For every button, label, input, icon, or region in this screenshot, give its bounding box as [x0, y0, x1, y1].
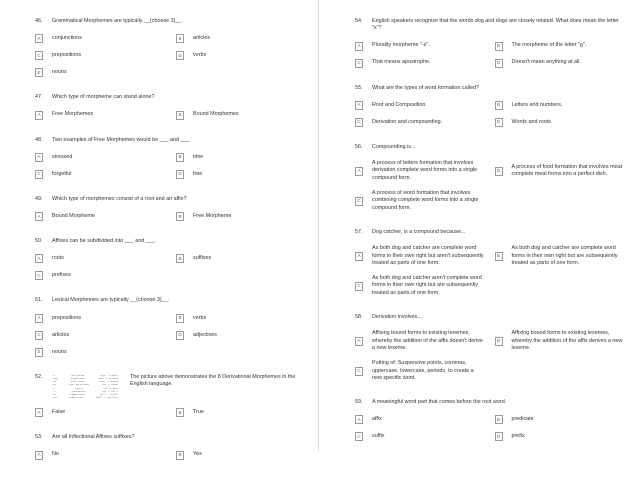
answer-option-46-a[interactable]: [35, 34, 166, 43]
option-letter-box[interactable]: A: [35, 111, 43, 120]
option-letter-box[interactable]: A: [35, 153, 43, 162]
option-letter-box[interactable]: D: [495, 59, 503, 68]
table-cell: small -> smallest: [95, 396, 118, 400]
option-letter-box[interactable]: C: [355, 59, 363, 68]
question-text: The picture above demonstrates the 8 Derivational Morphemes in the English language.: [130, 373, 296, 388]
table-cell: superlative: [69, 396, 84, 400]
table-cell: comparative: [70, 392, 85, 396]
options-54: [355, 42, 624, 76]
right-question-column: [355, 18, 624, 458]
left-question-column: [35, 18, 307, 477]
table-cell: plural: [75, 386, 84, 390]
option-letter-box[interactable]: C: [355, 367, 363, 376]
option-letter-box[interactable]: A: [355, 337, 363, 346]
answer-option-56-c[interactable]: [355, 190, 485, 212]
answer-option-55-a[interactable]: [355, 101, 485, 110]
answer-option-48-d[interactable]: [176, 170, 307, 179]
option-letter-box[interactable]: B: [176, 34, 184, 43]
answer-option-56-a[interactable]: [355, 160, 485, 182]
question-59: [355, 399, 624, 406]
answer-option-51-e[interactable]: [35, 348, 166, 357]
option-text: articles: [193, 35, 211, 42]
answer-option-54-b[interactable]: [495, 42, 625, 51]
options-51: [35, 314, 307, 365]
options-47: [35, 111, 307, 128]
options-58: [355, 330, 624, 390]
option-text: forgetful: [52, 170, 72, 177]
question-number: 57.: [355, 228, 363, 235]
question-number: 56.: [355, 143, 363, 150]
answer-option-55-b[interactable]: [495, 101, 625, 110]
question-56: [355, 144, 624, 151]
table-cell: tall -> taller: [99, 392, 118, 396]
question-51: [35, 297, 307, 304]
answer-option-46-d[interactable]: [176, 51, 307, 60]
answer-option-59-c[interactable]: [355, 432, 485, 441]
question-text: Derivation involves...: [372, 314, 422, 321]
option-letter-box[interactable]: D: [176, 331, 184, 340]
answer-option-54-a[interactable]: [355, 42, 485, 51]
question-54: [355, 18, 624, 33]
option-text: A process of letters formation that involves derivation complete word forms into a single compound form.: [372, 160, 478, 181]
question-text: Lexical Morphemes are typically __(choose 3)__.: [52, 297, 170, 304]
table-cell: cat -> cat's: [102, 389, 118, 393]
option-text: prepositions: [52, 52, 82, 59]
answer-option-58-a[interactable]: [355, 330, 485, 352]
inflectional-morpheme-table-image: [52, 374, 118, 400]
option-text: prefixes: [52, 272, 71, 279]
answer-option-48-b[interactable]: [176, 153, 307, 162]
option-text: Affixing bound forms to existing lexemes, whereby the addition of the affix doesn't derive a new lexeme.: [372, 330, 483, 351]
question-text: English speakers recognize that the words dog and dogs are closely related. What does mean the letter "s"?: [372, 18, 619, 32]
table-cell: -est: [52, 396, 58, 400]
options-53: [35, 451, 307, 468]
options-48: [35, 153, 307, 187]
option-text: Letters and numbers.: [511, 101, 563, 108]
option-letter-box[interactable]: A: [35, 34, 43, 43]
answer-option-52-a[interactable]: [35, 408, 166, 417]
option-letter-box[interactable]: E: [35, 68, 43, 77]
option-text: Plurality morpheme "-s".: [372, 42, 430, 49]
question-number: 58.: [355, 314, 363, 321]
option-text: nouns: [52, 348, 67, 355]
question-number: 52.: [35, 373, 43, 380]
question-55: [355, 85, 624, 92]
option-letter-box[interactable]: A: [35, 254, 43, 263]
answer-option-58-c[interactable]: [355, 360, 485, 382]
table-cell: progressive: [70, 376, 85, 380]
option-text: No: [52, 451, 59, 458]
table-cell: -ing: [52, 376, 58, 380]
table-row: [52, 396, 118, 399]
question-number: 49.: [35, 195, 43, 202]
question-text: Compounding is...: [372, 143, 416, 150]
answer-option-59-b[interactable]: [495, 415, 625, 424]
answer-option-56-b[interactable]: [495, 160, 625, 182]
question-number: 46.: [35, 18, 43, 24]
question-number: 48.: [35, 136, 43, 143]
table-cell: -s: [52, 373, 55, 377]
option-text: Doesn't mean anything at all.: [511, 59, 581, 66]
option-text: suffix: [372, 433, 385, 440]
answer-option-47-a[interactable]: [35, 111, 166, 120]
answer-option-47-b[interactable]: [176, 111, 307, 120]
question-48: [35, 137, 307, 144]
option-letter-box[interactable]: B: [176, 451, 184, 460]
question-text: What are the types of word formation called?: [372, 84, 479, 91]
option-letter-box[interactable]: C: [355, 282, 363, 291]
option-text: conjunctions: [52, 35, 82, 42]
option-text: nouns: [52, 69, 67, 76]
answer-option-57-a[interactable]: [355, 245, 485, 267]
option-text: A process of word formation that involves combining complete word forms into a single compound form.: [372, 190, 479, 211]
answer-option-49-a[interactable]: [35, 212, 166, 221]
option-letter-box[interactable]: D: [495, 118, 503, 127]
answer-option-49-b[interactable]: [176, 212, 307, 221]
question-53: [35, 434, 307, 441]
option-letter-box[interactable]: A: [355, 101, 363, 110]
table-cell: -en: [52, 383, 56, 387]
option-letter-box[interactable]: C: [35, 170, 43, 179]
table-cell: -ed: [52, 380, 56, 384]
option-letter-box[interactable]: B: [495, 101, 503, 110]
option-text: Bound Morpheme: [52, 213, 95, 220]
table-cell: wait -> waits: [100, 373, 118, 377]
question-number: 53.: [35, 434, 43, 441]
option-text: Yes: [193, 451, 202, 458]
options-50: [35, 254, 307, 288]
option-letter-box[interactable]: C: [355, 197, 363, 206]
answer-option-50-a[interactable]: [35, 254, 166, 263]
table-cell: possessive: [72, 389, 86, 393]
question-number: 50.: [35, 238, 43, 245]
answer-option-48-c[interactable]: [35, 170, 166, 179]
answer-option-57-c[interactable]: [355, 275, 485, 297]
option-letter-box[interactable]: B: [495, 167, 503, 176]
option-letter-box[interactable]: E: [35, 348, 43, 357]
table-cell: -s: [52, 386, 55, 390]
answer-option-57-b[interactable]: [495, 245, 625, 267]
options-57: [355, 245, 624, 305]
table-cell: cat -> cats: [103, 386, 118, 390]
option-letter-box[interactable]: A: [355, 167, 363, 176]
right-page: [319, 0, 638, 451]
table-cell: -'s: [52, 389, 56, 393]
option-letter-box[interactable]: B: [176, 408, 184, 417]
answer-option-59-d[interactable]: [495, 432, 625, 441]
option-letter-box[interactable]: C: [35, 271, 43, 280]
option-letter-box[interactable]: B: [176, 314, 184, 323]
option-text: verbs: [193, 52, 207, 59]
question-47: [35, 94, 307, 101]
left-page: [0, 0, 319, 458]
answer-option-53-b[interactable]: [176, 451, 307, 460]
option-letter-box[interactable]: D: [176, 170, 184, 179]
option-letter-box[interactable]: B: [176, 153, 184, 162]
option-text: roots: [52, 255, 64, 262]
question-text: Dog catcher, is a compound because...: [372, 228, 466, 235]
option-text: Root and Composition.: [372, 101, 427, 108]
option-text: Affixing bound forms to existing lexemes, whereby the addition of the affix derives a new lexeme.: [511, 330, 623, 351]
question-number: 54.: [355, 18, 363, 24]
question-text: Which type of morphemes consist of a root and an affix?: [52, 195, 187, 202]
answer-option-46-b[interactable]: [176, 34, 307, 43]
option-text: Bound Morphemes: [193, 111, 239, 118]
option-text: As both dog and catcher aren't complete word forms in their own right but are subsequently treated as parts of one form.: [372, 275, 482, 296]
question-number: 51.: [35, 297, 43, 304]
answer-option-48-a[interactable]: [35, 153, 166, 162]
options-59: [355, 415, 624, 449]
option-text: stressed: [52, 153, 73, 160]
options-52: [35, 408, 307, 425]
option-text: As both dog and catcher are complete word forms in their own right but are subsequently treated as parts of one form.: [511, 245, 618, 266]
question-57: [355, 229, 624, 236]
option-text: predicate: [511, 416, 534, 423]
question-text: Are all Inflectional Affixes suffixes?: [52, 434, 135, 441]
option-letter-box[interactable]: C: [355, 118, 363, 127]
option-text: prefix: [511, 433, 525, 440]
option-text: time: [193, 153, 204, 160]
options-55: [355, 101, 624, 135]
option-letter-box[interactable]: A: [35, 408, 43, 417]
question-46: [35, 18, 307, 25]
table-cell: past participle: [69, 383, 89, 387]
question-58: [355, 314, 624, 321]
option-text: As both dog and catcher are complete word forms in their own right but aren't subsequently treated as parts of one form.: [372, 245, 484, 266]
question-49: [35, 196, 307, 203]
answer-option-51-c[interactable]: [35, 331, 166, 340]
table-cell: 3rd person: [71, 373, 85, 377]
option-text: A process of food formation that involves meat complete meal forms into a perfect dish.: [511, 163, 623, 178]
answer-option-50-b[interactable]: [176, 254, 307, 263]
option-letter-box[interactable]: C: [355, 432, 363, 441]
option-letter-box[interactable]: A: [355, 252, 363, 261]
option-letter-box[interactable]: B: [176, 212, 184, 221]
option-text: verbs: [193, 314, 207, 321]
option-letter-box[interactable]: A: [355, 415, 363, 424]
option-text: affix: [372, 416, 382, 423]
answer-option-46-e[interactable]: [35, 68, 166, 77]
option-letter-box[interactable]: B: [495, 337, 503, 346]
answer-option-52-b[interactable]: [176, 408, 307, 417]
answer-option-55-c[interactable]: [355, 118, 485, 127]
answer-option-55-d[interactable]: [495, 118, 625, 127]
option-text: adjectives: [193, 331, 217, 338]
option-text: The morpheme of the letter "g".: [511, 42, 587, 49]
question-50: [35, 238, 307, 245]
question-number: 59.: [355, 399, 363, 406]
question-text: Two examples of Free Morphemes would be ___ and ___.: [52, 136, 192, 143]
answer-option-53-a[interactable]: [35, 451, 166, 460]
option-text: Free Morpheme: [193, 213, 232, 220]
option-letter-box[interactable]: A: [35, 451, 43, 460]
options-49: [35, 212, 307, 229]
option-letter-box[interactable]: B: [495, 252, 503, 261]
option-text: suffixes: [193, 255, 212, 262]
option-text: prepositions: [52, 314, 82, 321]
answer-option-54-c[interactable]: [355, 59, 485, 68]
option-text: Putting of: Suspensive points, commas, uppercase, lowercase, periods, to create a new specific word.: [372, 360, 474, 381]
table-cell: wait -> waiting: [98, 376, 118, 380]
option-letter-box[interactable]: A: [35, 212, 43, 221]
answer-option-51-b[interactable]: [176, 314, 307, 323]
option-text: That means apostrophe.: [372, 59, 431, 66]
option-text: True: [193, 409, 204, 416]
option-letter-box[interactable]: B: [495, 415, 503, 424]
option-letter-box[interactable]: D: [176, 51, 184, 60]
question-number: 55.: [355, 84, 363, 91]
option-text: articles: [52, 331, 70, 338]
answer-option-59-a[interactable]: [355, 415, 485, 424]
option-letter-box[interactable]: B: [176, 111, 184, 120]
answer-option-51-a[interactable]: [35, 314, 166, 323]
answer-option-50-c[interactable]: [35, 271, 166, 280]
question-text: Which type of morpheme can stand alone?: [52, 94, 155, 101]
option-text: Derivation and compounding.: [372, 118, 443, 125]
option-text: free: [193, 170, 203, 177]
table-cell: wait -> waited: [99, 380, 118, 384]
option-letter-box[interactable]: B: [176, 254, 184, 263]
options-46: [35, 34, 307, 85]
table-cell: past tense: [71, 380, 85, 384]
question-text: Grammatical Morphemes are typically __(choose 3)__.: [52, 18, 183, 24]
option-text: Free Morphemes: [52, 111, 94, 118]
option-letter-box[interactable]: A: [355, 42, 363, 51]
question-text: Affixes can be subdivided into ___ and ___.: [52, 238, 157, 245]
question-text: A meaningful word part that comes before the root word.: [372, 399, 507, 406]
option-letter-box[interactable]: D: [495, 432, 503, 441]
answer-option-54-d[interactable]: [495, 59, 625, 68]
question-number: 47.: [35, 94, 43, 101]
answer-option-58-b[interactable]: [495, 330, 625, 352]
options-56: [355, 160, 624, 220]
option-text: Words and roots: [511, 118, 551, 125]
option-text: False: [52, 409, 66, 416]
question-52: [35, 374, 307, 400]
answer-option-51-d[interactable]: [176, 331, 307, 340]
table-cell: eat -> eaten: [102, 383, 118, 387]
table-cell: -er: [52, 392, 56, 396]
option-letter-box[interactable]: C: [35, 51, 43, 60]
option-letter-box[interactable]: A: [35, 314, 43, 323]
answer-option-46-c[interactable]: [35, 51, 166, 60]
option-letter-box[interactable]: C: [35, 331, 43, 340]
option-letter-box[interactable]: B: [495, 42, 503, 51]
